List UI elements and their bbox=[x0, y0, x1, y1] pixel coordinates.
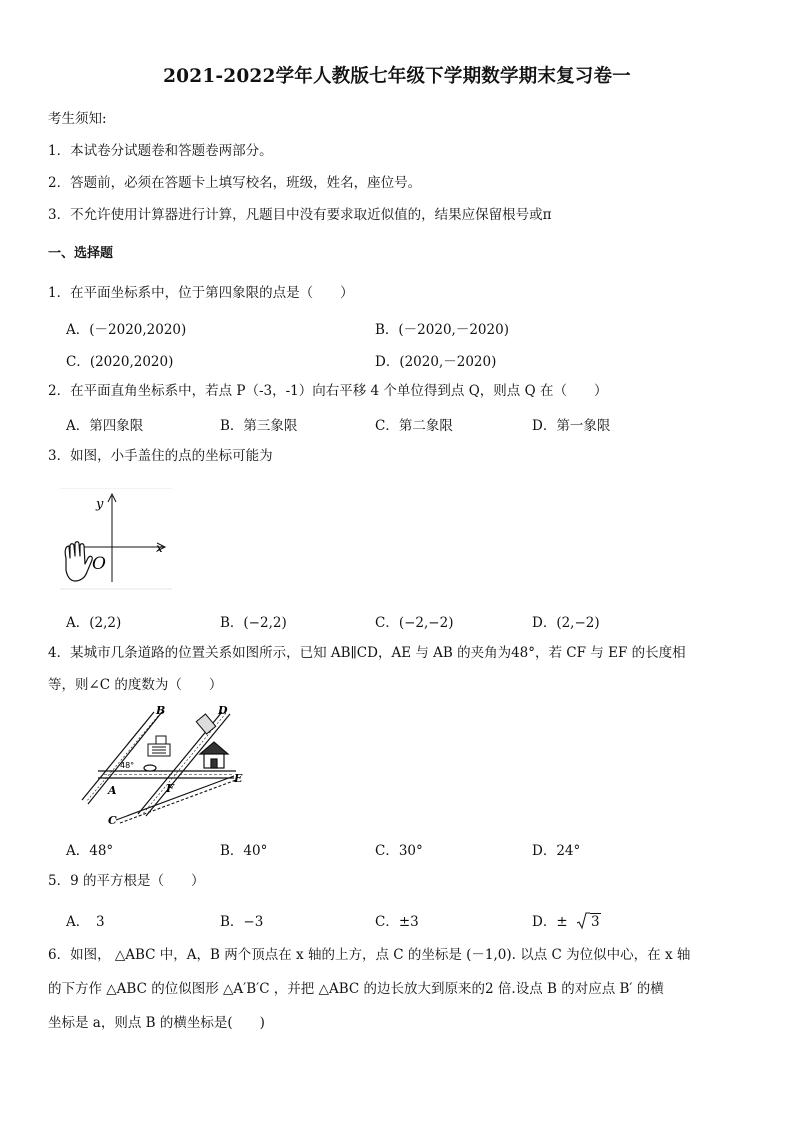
label-a: A bbox=[108, 784, 117, 797]
hand-icon bbox=[65, 542, 92, 581]
q1-option-b: B．(－2020,－2020) bbox=[375, 322, 509, 338]
notice-item-1: 1．本试卷分试题卷和答题卷两部分。 bbox=[48, 143, 273, 159]
q1-option-d: D．(2020,－2020) bbox=[375, 354, 497, 370]
q2-option-d: D．第一象限 bbox=[532, 418, 611, 434]
q6-line3: 坐标是 a，则点 B 的横坐标是( ) bbox=[48, 1015, 265, 1031]
tower-icon bbox=[196, 714, 215, 734]
notice-item-2: 2．答题前，必须在答题卡上填写校名，班级，姓名，座位号。 bbox=[48, 175, 422, 191]
notice-heading: 考生须知: bbox=[48, 111, 107, 127]
q1-option-c: C．(2020,2020) bbox=[66, 354, 174, 370]
q4-stem-line2: 等，则∠C 的度数为（ ） bbox=[48, 677, 223, 693]
q2-option-c: C．第二象限 bbox=[375, 418, 453, 434]
q4-option-a: A．48° bbox=[66, 843, 114, 859]
y-axis-label: y bbox=[96, 497, 104, 512]
q1-option-a: A．(－2020,2020) bbox=[66, 322, 187, 338]
q5-option-d bbox=[532, 910, 601, 930]
section-heading: 一、选择题 bbox=[48, 246, 114, 261]
building-icon bbox=[148, 736, 170, 756]
x-axis-label: x bbox=[156, 541, 163, 555]
label-e: E bbox=[234, 772, 243, 785]
q5-option-d-radicand: 3 bbox=[590, 914, 600, 930]
label-f: F bbox=[166, 782, 174, 795]
q3-option-a: A．(2,2) bbox=[66, 615, 122, 631]
road-ce bbox=[116, 776, 236, 823]
q2-option-b: B．第三象限 bbox=[220, 418, 298, 434]
notice-item-3: 3．不允许使用计算器进行计算，凡题目中没有要求取近似值的，结果应保留根号或π bbox=[48, 207, 552, 223]
q3-figure bbox=[60, 488, 172, 590]
q4-stem-line1: 4．某城市几条道路的位置关系如图所示，已知 AB∥CD，AE 与 AB 的夹角为48°，若 CF 与 EF 的长度相 bbox=[48, 645, 686, 661]
road-ae bbox=[98, 771, 236, 778]
q5-option-b: B．−3 bbox=[220, 914, 264, 930]
q4-option-d: D．24° bbox=[532, 843, 581, 859]
q4-option-c: C．30° bbox=[375, 843, 423, 859]
q3-option-c: C．(−2,−2) bbox=[375, 615, 454, 631]
car-icon bbox=[144, 765, 156, 771]
label-c: C bbox=[108, 814, 117, 826]
q5-option-d-prefix: D．± bbox=[532, 914, 568, 930]
q4-figure bbox=[74, 702, 254, 826]
label-d: D bbox=[218, 704, 228, 717]
q5-stem: 5．9 的平方根是（ ） bbox=[48, 873, 205, 889]
origin-label: O bbox=[92, 554, 106, 574]
page-title: 2021-2022学年人教版七年级下学期数学期末复习卷一 bbox=[163, 66, 631, 87]
angle-label: 48° bbox=[120, 761, 135, 770]
q6-line1: 6．如图， △ABC 中，A，B 两个顶点在 x 轴的上方，点 C 的坐标是 (－1,0). 以点 C 为位似中心，在 x 轴 bbox=[48, 947, 691, 963]
sqrt-icon bbox=[576, 912, 590, 930]
q1-stem: 1．在平面坐标系中，位于第四象限的点是（ ） bbox=[48, 285, 354, 301]
label-b: B bbox=[156, 704, 166, 717]
q3-stem: 3．如图，小手盖住的点的坐标可能为 bbox=[48, 448, 273, 464]
q3-option-d: D．(2,−2) bbox=[532, 615, 600, 631]
q6-line2: 的下方作 △ABC 的位似图形 △A′B′C ，并把 △ABC 的边长放大到原来的2 倍.设点 B 的对应点 B′ 的横 bbox=[48, 981, 664, 997]
road-ab bbox=[82, 712, 162, 804]
q4-option-b: B．40° bbox=[220, 843, 268, 859]
q3-option-b: B．(−2,2) bbox=[220, 615, 287, 631]
q2-option-a: A．第四象限 bbox=[66, 418, 144, 434]
q5-option-a: A． 3 bbox=[66, 914, 105, 930]
q2-stem: 2．在平面直角坐标系中，若点 P（-3，-1）向右平移 4 个单位得到点 Q，则点 Q 在（ ） bbox=[48, 383, 608, 399]
q5-option-c: C．±3 bbox=[375, 914, 419, 930]
